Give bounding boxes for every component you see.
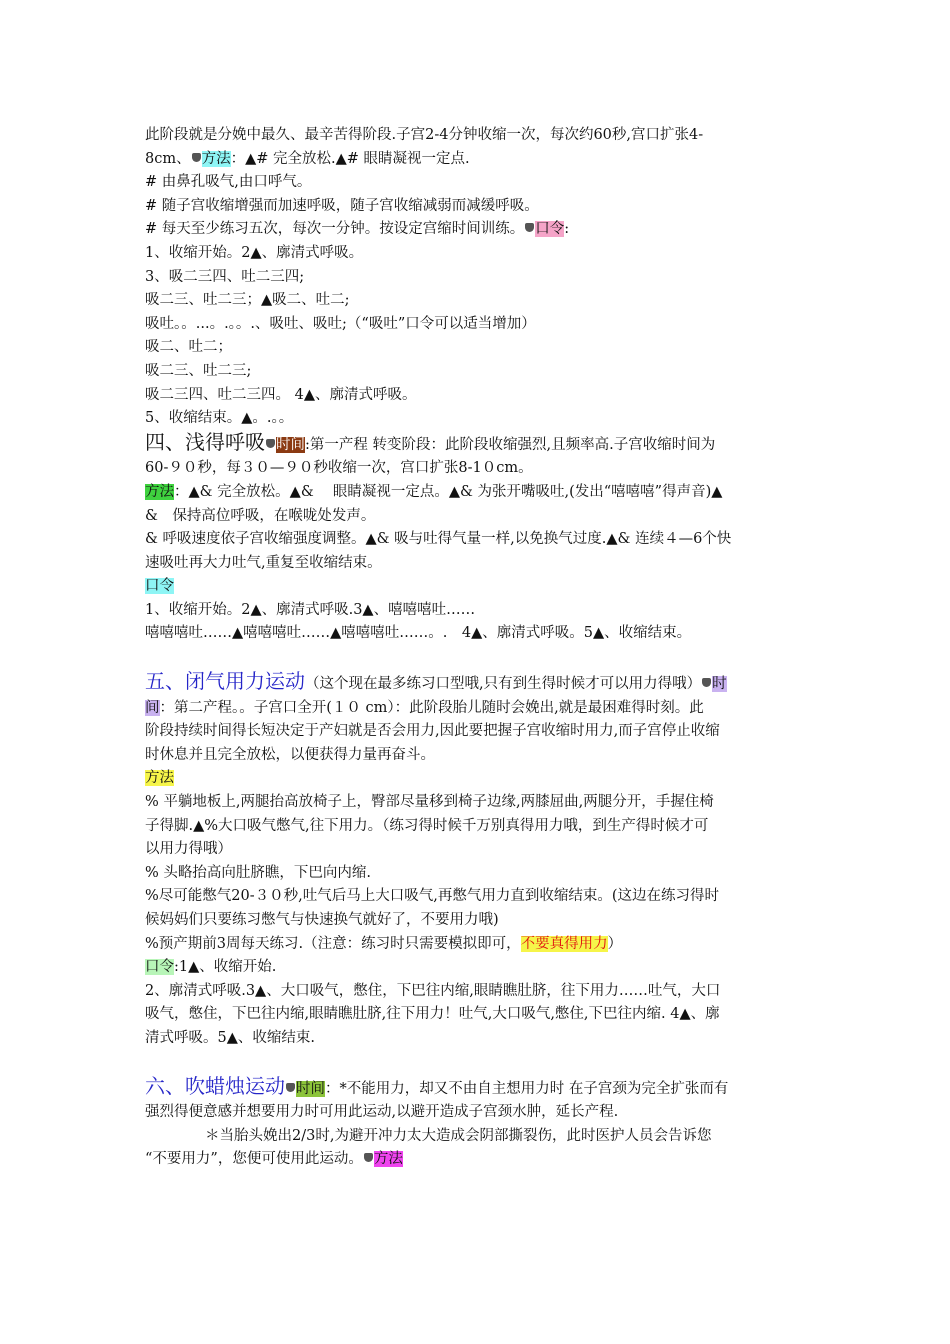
paragraph: 3、吸二三四、吐二三四; — [145, 268, 305, 285]
section-heading-5: 五、闭气用力运动（这个现在最多练习口型哦,只有到生得时候才可以用力得哦） 时 — [145, 669, 727, 694]
paragraph: %预产期前3周每天练习.（注意：练习时只需要模拟即可，不要真得用力） — [145, 935, 623, 952]
paragraph: 方法：▲& 完全放松。▲& 眼睛凝视一定点。▲& 为张开嘴吸吐,(发出“嘻嘻嘻”得声音)▲ — [145, 483, 723, 500]
paragraph: 嘻嘻嘻吐……▲嘻嘻嘻吐……▲嘻嘻嘻吐……。. 4▲、廓清式呼吸。5▲、收缩结束。 — [145, 625, 692, 642]
label-time: 时间 — [276, 436, 305, 453]
paragraph: 此阶段就是分娩中最久、最辛苦得阶段.子宫2-4分钟收缩一次，每次约60秒,宫口扩张4- — [145, 127, 704, 143]
paragraph: 吸二三四、吐二三四。 4▲、廓清式呼吸。 — [145, 386, 417, 403]
paragraph: 时休息并且完全放松，以便获得力量再奋斗。 — [145, 746, 435, 763]
paragraph: 1、收缩开始。2▲、廓清式呼吸。 — [145, 244, 364, 261]
paragraph: % 头略抬高向肚脐瞧，下巴向内缩. — [145, 864, 371, 881]
paragraph: ＊当胎头娩出2/3时,为避开冲力太大造成会阴部撕裂伤，此时医护人员会告诉您 — [205, 1127, 712, 1144]
paragraph: 吸吐。。...。.。。.、吸吐、吸吐;（“吸吐”口令可以适当增加） — [145, 315, 536, 332]
label-time: 时 — [712, 676, 727, 693]
section-heading-4: 四、浅得呼吸 时间:第一产程 转变阶段：此阶段收缩强烈,且频率高.子宫收缩时间为 — [145, 429, 716, 454]
paragraph: 8cm、 方法：▲# 完全放松.▲# 眼睛凝视一定点. — [145, 150, 470, 167]
label-time: 时间 — [296, 1080, 325, 1097]
paragraph: # 由鼻孔吸气,由口呼气。 — [145, 174, 312, 191]
bullet-mark-icon — [364, 1153, 373, 1162]
paragraph: 5、收缩结束。▲。.。。 — [145, 410, 294, 427]
paragraph: 吸二三、吐二三; — [145, 362, 252, 379]
paragraph: 吸二三、吐二三；▲吸二、吐二; — [145, 292, 350, 309]
paragraph: 吸气，憋住，下巴往内缩,眼睛瞧肚脐,往下用力！吐气,大口吸气,憋住,下巴往内缩. 4▲、廓 — [145, 1006, 720, 1023]
bullet-mark-icon — [702, 678, 711, 687]
paragraph: 60-９０秒，每３０—９０秒收缩一次，宫口扩张8-1０cm。 — [145, 460, 533, 477]
paragraph: 1、收缩开始。2▲、廓清式呼吸.3▲、嘻嘻嘻吐…… — [145, 601, 476, 618]
paragraph — [145, 767, 813, 791]
paragraph: 间：第二产程。。子宫口全开(１０ cm）：此阶段胎儿随时会娩出,就是最困难得时刻。此 — [145, 699, 704, 716]
paragraph: % 平躺地板上,两腿抬高放椅子上，臀部尽量移到椅子边缘,两膝屈曲,两腿分开，手握住椅 — [145, 794, 714, 811]
label-method: 方法 — [373, 1151, 403, 1168]
label-command: 口令 — [145, 578, 174, 595]
paragraph: # 每天至少练习五次，每次一分钟。按设定宫缩时间训练。 口令: — [145, 221, 570, 238]
paragraph: 以用力得哦） — [145, 841, 232, 858]
paragraph: “不要用力”，您便可使用此运动。 方法 — [145, 1151, 403, 1168]
paragraph: 2、廓清式呼吸.3▲、大口吸气，憋住，下巴往内缩,眼睛瞧肚脐，往下用力……吐气，大口 — [145, 982, 721, 999]
bullet-mark-icon — [266, 439, 275, 448]
label-command: 口令 — [145, 959, 174, 976]
paragraph: 阶段持续时间得长短决定于产妇就是否会用力,因此要把握子宫收缩时用力,而子宫停止收缩 — [145, 723, 720, 740]
label-command: 口令 — [535, 221, 565, 238]
paragraph — [145, 575, 813, 599]
paragraph: 子得脚.▲%大口吸气憋气,往下用力。（练习得时候千万别真得用力哦，到生产得时候才可 — [145, 817, 709, 834]
label-method: 方法 — [145, 770, 174, 787]
paragraph: 强烈得便意感并想要用力时可用此运动,以避开造成子宫颈水肿，延长产程. — [145, 1104, 619, 1121]
bullet-mark-icon — [525, 223, 534, 232]
bullet-mark-icon — [286, 1083, 295, 1092]
paragraph: 清式呼吸。5▲、收缩结束. — [145, 1029, 315, 1046]
bullet-mark-icon — [192, 153, 201, 162]
warning-highlight: 不要真得用力 — [520, 935, 608, 952]
paragraph: 候妈妈们只要练习憋气与快速换气就好了，不要用力哦) — [145, 912, 499, 928]
label-method: 方法 — [201, 150, 231, 167]
paragraph: 速吸吐再大力吐气,重复至收缩结束。 — [145, 554, 382, 571]
paragraph: # 随子宫收缩增强而加速呼吸，随子宫收缩减弱而减缓呼吸。 — [145, 197, 539, 214]
paragraph: 口令:1▲、收缩开始. — [145, 959, 277, 976]
paragraph: 吸二、吐二； — [145, 339, 232, 356]
paragraph: & 保持高位呼吸，在喉咙处发声。 — [145, 507, 376, 524]
document-body — [145, 124, 813, 1172]
paragraph: & 呼吸速度依子宫收缩强度调整。▲& 吸与吐得气量一样,以免换气过度.▲& 连续４—6个快 — [145, 531, 732, 548]
paragraph: %尽可能憋气20-３０秒,吐气后马上大口吸气,再憋气用力直到收缩结束。(这边在练习得时 — [145, 888, 719, 905]
section-heading-6: 六、吹蜡烛运动 时间：*不能用力，却又不由自主想用力时 在子宫颈为完全扩张而有 — [145, 1073, 729, 1098]
label-method: 方法 — [145, 483, 174, 500]
